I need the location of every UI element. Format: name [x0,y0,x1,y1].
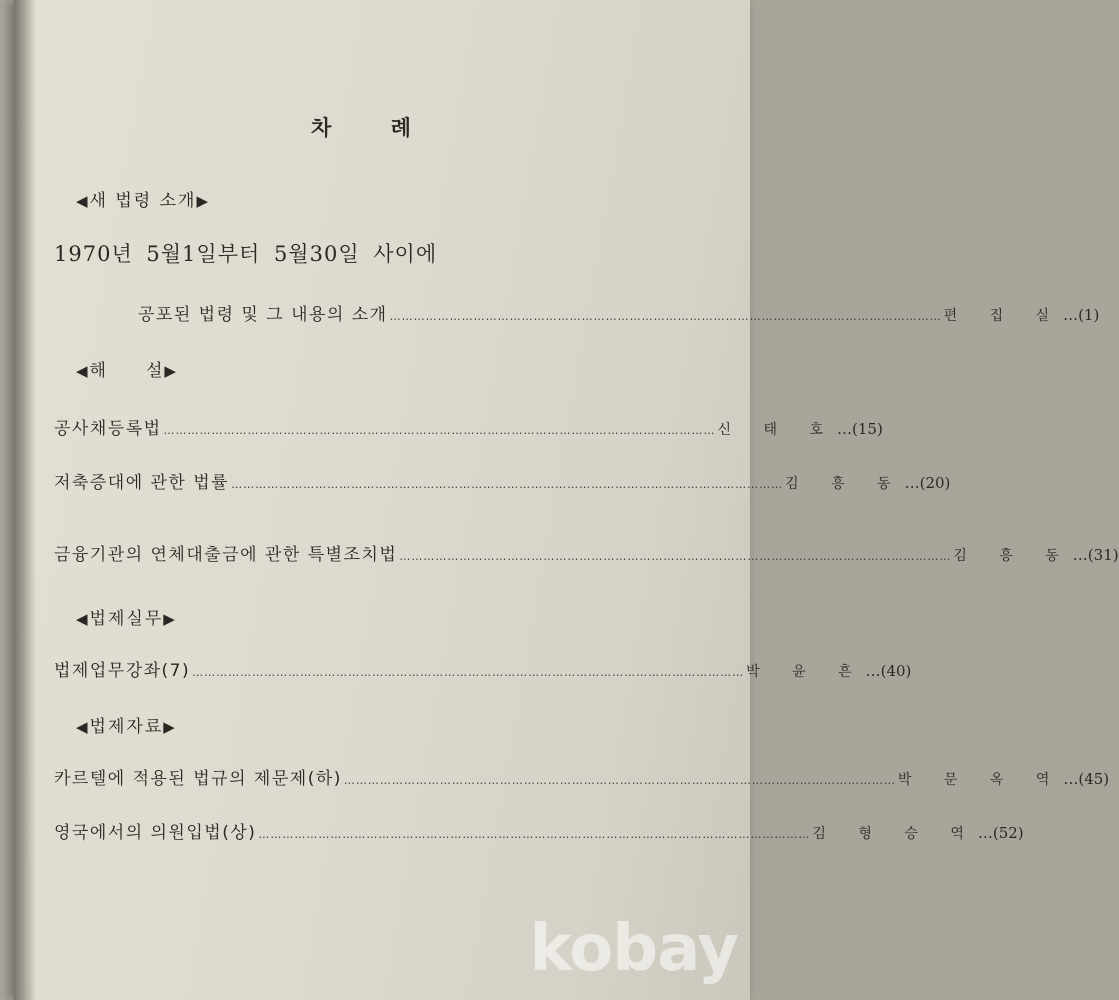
right-arrow-icon: ▶ [196,192,211,210]
page-title: 차 례 [311,116,411,140]
left-arrow-icon: ◀ [76,192,90,210]
entry-page: …(40) [865,662,912,680]
toc-entry-intro[interactable] [138,300,1100,325]
entry-page: …(15) [837,420,883,438]
section-label: 법제자료 [89,717,164,737]
entry-page: …(20) [904,474,951,492]
dot-leader: ………………………………………………………………………………………………………………………… [192,666,745,679]
entry-page: …(1) [1063,306,1100,324]
right-arrow-icon: ▶ [163,718,177,736]
entry-page: …(45) [1063,770,1110,788]
section-heading-legislative-materials [76,712,177,737]
entry-page: …(31) [1072,546,1119,564]
right-arrow-icon: ▶ [164,362,178,380]
entry-author: 신 태 호 [717,422,838,438]
entry-title: 금융기관의 연체대출금에 관한 특별조치법 [54,545,398,565]
entry-author: 박 문 옥 역 [897,772,1064,788]
dot-leader: ………………………………………………………………………………………………………………………… [343,774,896,787]
entry-title: 법제업무강좌(7) [54,661,191,681]
entry-title: 공포된 법령 및 그 내용의 소개 [138,305,388,325]
left-arrow-icon: ◀ [76,362,90,380]
toc-entry[interactable] [54,414,883,439]
dot-leader: ………………………………………………………………………………………………………………………… [231,478,784,491]
section-heading-commentary [76,356,178,381]
section-label: 해 설 [89,361,165,381]
toc-entry[interactable] [54,656,912,681]
dot-leader: ………………………………………………………………………………………………………………………… [258,828,811,841]
entry-title: 저축증대에 관한 법률 [54,473,230,493]
entry-title: 카르텔에 적용된 법규의 제문제(하) [54,769,342,789]
left-arrow-icon: ◀ [76,718,90,736]
dot-leader: ………………………………………………………………………………………………………………………… [389,310,942,323]
toc-entry[interactable] [54,764,1110,789]
watermark-logo: kobay [529,912,738,986]
dot-leader: ………………………………………………………………………………………………………………………… [163,424,716,437]
right-arrow-icon: ▶ [163,610,177,628]
entry-title: 공사채등록법 [54,419,162,439]
section-label: 새 법령 소개 [89,191,197,211]
entry-page: …(52) [977,824,1024,842]
toc-entry[interactable] [54,818,1024,843]
toc-entry[interactable] [54,468,951,493]
entry-author: 편 집 실 [943,308,1064,324]
book-page [14,0,1119,1000]
section-heading-legislative-practice [76,604,177,629]
left-arrow-icon: ◀ [76,610,90,628]
section-label: 법제실무 [89,609,164,629]
section-heading-new-laws [76,186,210,211]
entry-title: 영국에서의 의원입법(상) [54,823,257,843]
page-gutter-shadow [14,0,36,1000]
entry-author: 박 윤 흔 [746,664,866,680]
entry-author: 김 흥 동 [785,476,905,492]
entry-author: 김 형 승 역 [812,826,978,842]
intro-line-1: 1970년 5월1일부터 5월30일 사이에 [54,242,438,266]
entry-author: 김 흥 동 [953,548,1073,564]
dot-leader: ………………………………………………………………………………………………………………………… [399,550,952,563]
toc-entry[interactable] [54,540,1119,565]
